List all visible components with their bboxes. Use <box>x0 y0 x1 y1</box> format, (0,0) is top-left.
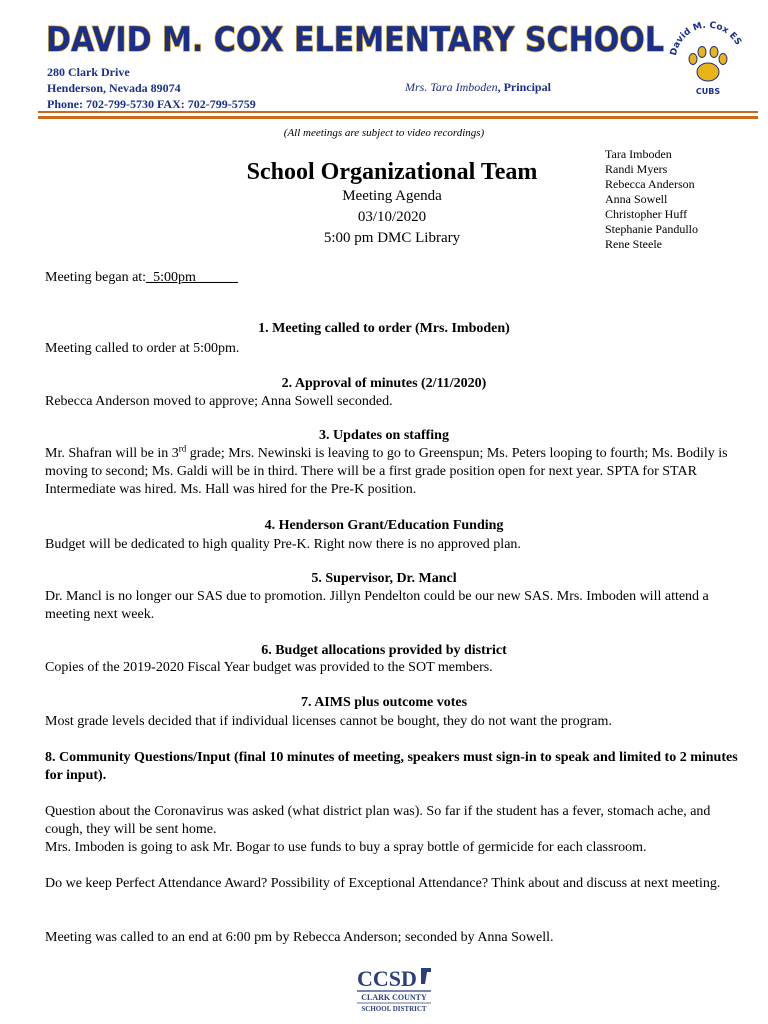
school-logo <box>660 14 756 100</box>
ordinal-suffix: rd <box>178 443 187 454</box>
paw-print-icon <box>689 47 727 82</box>
agenda-item-body: Budget will be dedicated to high quality Pre-K. Right now there is no approved plan. <box>45 537 521 552</box>
principal-title: , Principal <box>497 80 551 94</box>
ccsd-logo-text: CCSD <box>357 966 417 991</box>
school-name-banner <box>40 18 670 62</box>
principal-name: Mrs. Tara Imboden <box>405 80 498 94</box>
agenda-item-body: Dr. Mancl is no longer our SAS due to promotion. Jillyn Pendelton could be our new SAS. Mrs. Imboden will attend a meeting next week. <box>45 589 709 622</box>
meeting-began-value: _5:00pm______ <box>146 270 238 285</box>
agenda-item-heading: 2. Approval of minutes (2/11/2020) <box>281 376 487 391</box>
ccsd-logo-line1: CLARK COUNTY <box>361 993 427 1002</box>
school-address <box>47 64 256 112</box>
agenda-item-body: Copies of the 2019-2020 Fiscal Year budget was provided to the SOT members. <box>45 660 493 675</box>
address-line-1: 280 Clark Drive <box>47 65 130 79</box>
agenda-item-heading: 3. Updates on staffing <box>319 428 449 443</box>
member-name: Rene Steele <box>605 237 662 251</box>
agenda-item-body: Mrs. Imboden is going to ask Mr. Bogar to use funds to buy a spray bottle of germicide for each classroom. <box>45 840 647 855</box>
meeting-time-location: 5:00 pm DMC Library <box>323 230 461 246</box>
principal-line <box>405 80 551 95</box>
agenda-label: Meeting Agenda <box>342 188 442 204</box>
agenda-item-heading: 5. Supervisor, Dr. Mancl <box>311 571 457 586</box>
agenda-item-body: Do we keep Perfect Attendance Award? Possibility of Exceptional Attendance? Think about and discuss at next meeting. <box>45 876 721 891</box>
agenda-item-heading: 8. Community Questions/Input (final 10 minutes of meeting, speakers must sign-in to speak and limited to 2 minutes for input). <box>45 750 738 783</box>
agenda-item-heading: 6. Budget allocations provided by district <box>261 643 507 658</box>
meeting-began-label: Meeting began at: <box>45 270 147 285</box>
phone-fax-line: Phone: 702-799-5730 FAX: 702-799-5759 <box>47 97 256 111</box>
document-title: School Organizational Team <box>246 159 538 185</box>
meeting-date: 03/10/2020 <box>357 209 427 225</box>
member-name: Rebecca Anderson <box>605 177 695 191</box>
address-line-2: Henderson, Nevada 89074 <box>47 81 181 95</box>
ccsd-logo <box>355 964 435 1014</box>
agenda-item-heading: 1. Meeting called to order (Mrs. Imboden) <box>258 321 510 336</box>
member-list <box>605 147 698 252</box>
ccsd-logo-line2: SCHOOL DISTRICT <box>361 1005 427 1013</box>
agenda-item-body: Question about the Coronavirus was asked (what district plan was). So far if the student has a fever, stomach ache, and cough, they will be sent home. <box>45 804 711 837</box>
header-rule-thin <box>38 111 758 113</box>
header-rule-thick <box>38 116 758 119</box>
member-name: Tara Imboden <box>605 147 672 161</box>
agenda-item-heading: 4. Henderson Grant/Education Funding <box>264 518 504 533</box>
agenda-item-body <box>45 445 750 499</box>
member-name: Anna Sowell <box>605 192 668 206</box>
recording-notice: (All meetings are subject to video recordings) <box>283 127 485 139</box>
agenda-item-heading: 7. AIMS plus outcome votes <box>300 695 468 710</box>
member-name: Randi Myers <box>605 162 668 176</box>
member-name: Stephanie Pandullo <box>605 222 698 236</box>
staffing-text-a: Mr. Shafran will be in 3 <box>45 446 179 461</box>
agenda-item-body: Meeting called to order at 5:00pm. <box>45 341 240 356</box>
logo-arc-text: David M. Cox ES <box>669 20 743 57</box>
agenda-item-body: Most grade levels decided that if individual licenses cannot be bought, they do not want the program. <box>45 714 612 729</box>
school-name: DAVID M. COX ELEMENTARY SCHOOL <box>46 20 664 60</box>
member-name: Christopher Huff <box>605 207 688 221</box>
closing-statement: Meeting was called to an end at 6:00 pm by Rebecca Anderson; seconded by Anna Sowell. <box>45 930 554 945</box>
meeting-began-line <box>45 269 745 287</box>
agenda-item-body: Rebecca Anderson moved to approve; Anna Sowell seconded. <box>45 394 393 409</box>
staffing-text-b: grade; Mrs. Newinski is leaving to go to Greenspun; Ms. Peters looping to fourth; Ms. Bodily is moving to second; Ms. Galdi will be in third. There will be a first grade position open for next year. SPTA for STAR Intermediate was hired. Ms. Hall was hired for the Pre-K position. <box>45 446 728 497</box>
logo-cubs-text: CUBS <box>695 87 721 96</box>
meeting-title-block <box>200 158 584 249</box>
